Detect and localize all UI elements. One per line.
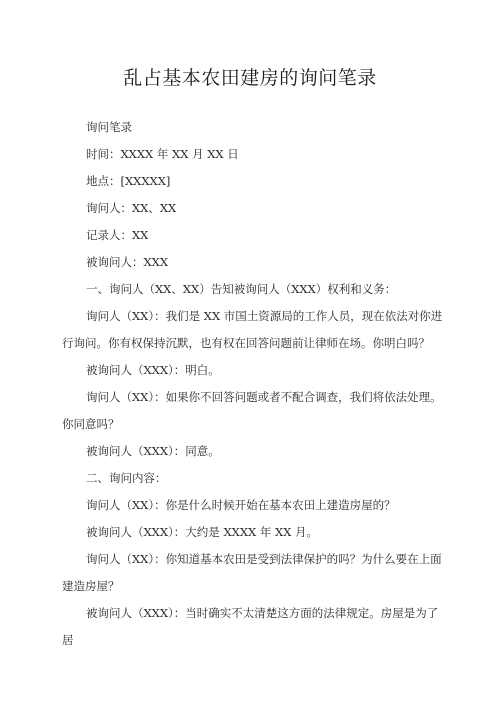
- section-heading-rights: 一、询问人（XX、XX）告知被询问人（XXX）权利和义务：: [86, 282, 397, 296]
- section-heading-content: 二、询问内容：: [86, 471, 167, 485]
- dialogue-paragraph: 被询问人（XXX）：当时确实不太清楚这方面的法律规定。房屋是为了居: [62, 606, 439, 647]
- interviewer-line: 询问人：XX、XX: [86, 201, 177, 215]
- recorder-line: 记录人：XX: [86, 228, 149, 242]
- document-body: [62, 114, 444, 654]
- dialogue-paragraph: 被询问人（XXX）：大约是 XXXX 年 XX 月。: [86, 525, 319, 539]
- dialogue-paragraph: 被询问人（XXX）：明白。: [86, 363, 220, 377]
- dialogue-paragraph: 询问人（XX）：你是什么时候开始在基本农田上建造房屋的？: [86, 498, 396, 512]
- heading-paragraph: 询问笔录: [86, 120, 132, 134]
- dialogue-paragraph: 被询问人（XXX）：同意。: [86, 444, 220, 458]
- dialogue-paragraph: 询问人（XX）：我们是 XX 市国土资源局的工作人员，现在依法对你进行询问。你有权保持沉默，也有权在回答问题前让律师在场。你明白吗？: [62, 309, 443, 350]
- dialogue-paragraph: 询问人（XX）：你知道基本农田是受到法律保护的吗？为什么要在上面建造房屋？: [62, 552, 442, 593]
- document-title: 乱占基本农田建房的询问笔录: [123, 67, 377, 89]
- dialogue-paragraph: 询问人（XX）：如果你不回答问题或者不配合调查，我们将依法处理。你同意吗？: [62, 390, 442, 431]
- interviewee-line: 被询问人：XXX: [86, 255, 169, 269]
- location-line: 地点：[XXXXX]: [86, 174, 171, 188]
- time-line: 时间：XXXX 年 XX 月 XX 日: [86, 147, 239, 161]
